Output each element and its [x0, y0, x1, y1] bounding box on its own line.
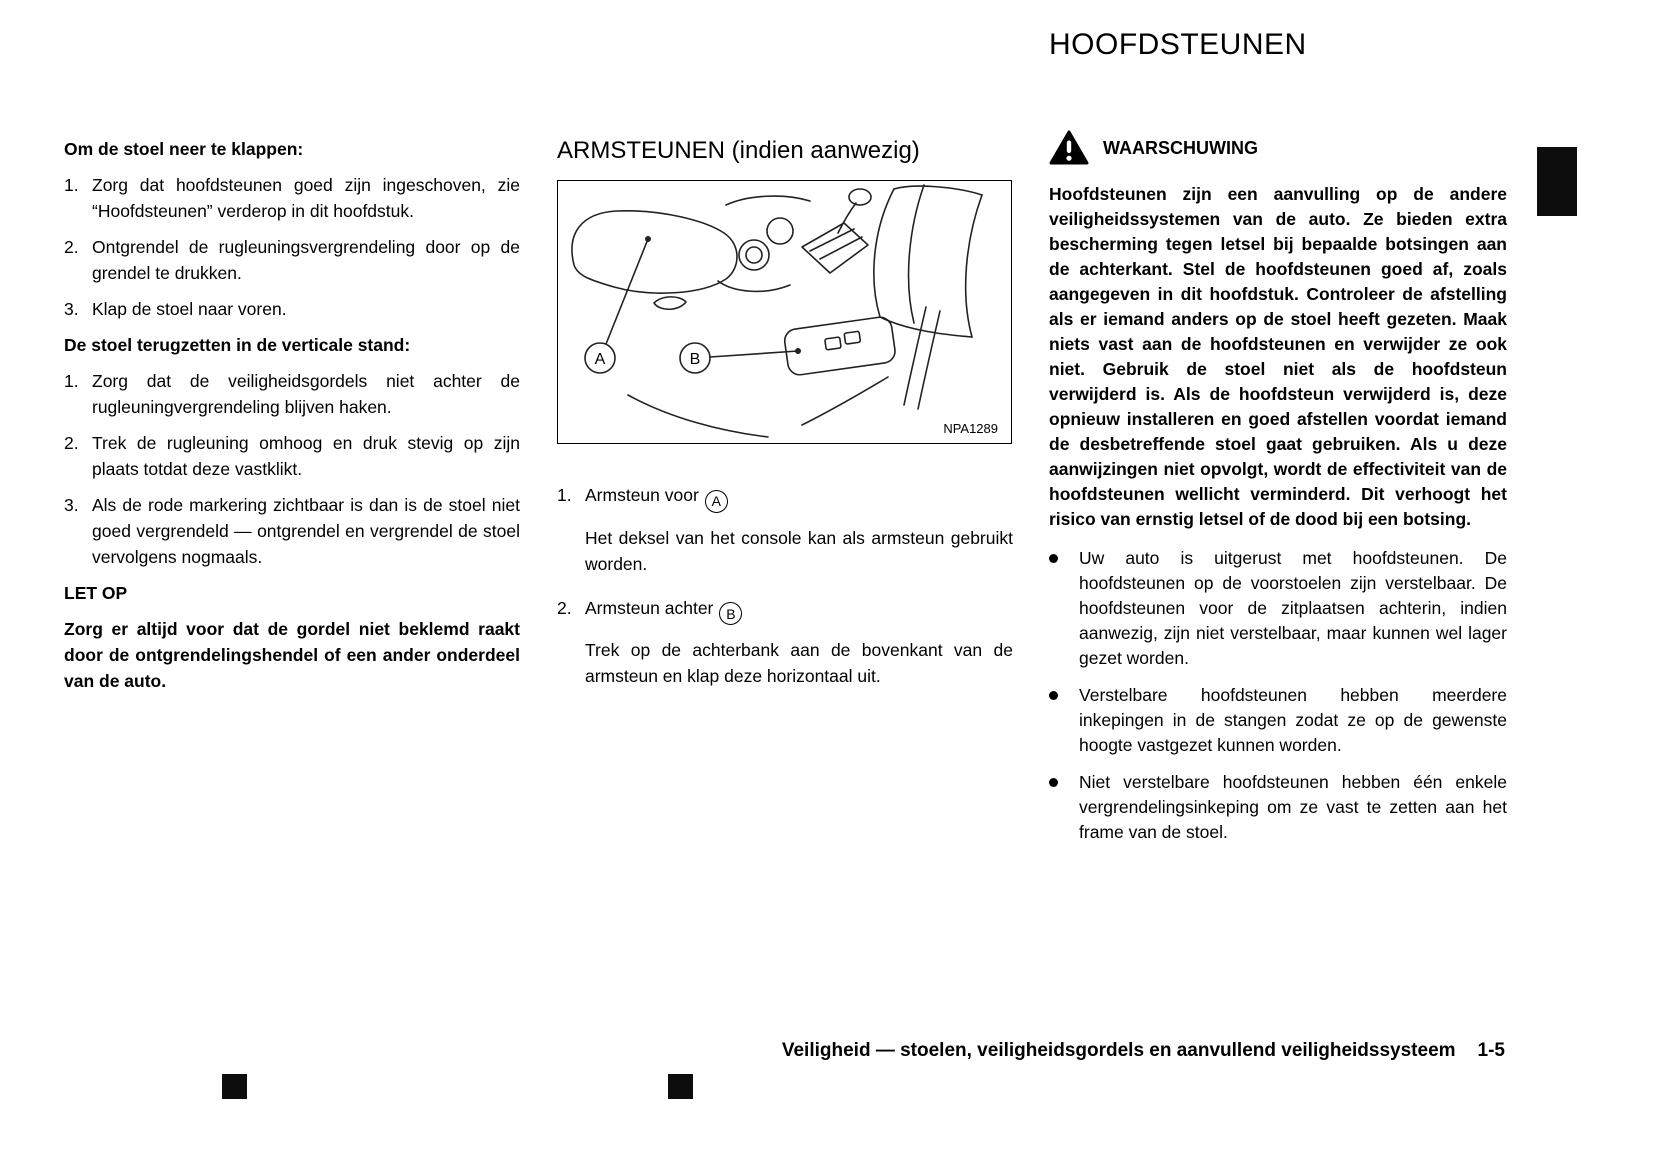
page-title: HOOFDSTEUNEN	[1049, 28, 1307, 61]
list-text: Trek de rugleuning omhoog en druk stevig op zijn plaats totdat deze vastklikt.	[92, 433, 520, 479]
list-number: 1.	[64, 175, 79, 195]
list-number: 2.	[64, 237, 79, 257]
caution-text: Zorg er altijd voor dat de gordel niet beklemd raakt door de ontgrendelingshendel of een ander onderdeel van de auto.	[64, 619, 520, 691]
footer-chapter-title: Veiligheid — stoelen, veiligheidsgordels en aanvullend veiligheidssysteem	[781, 1040, 1456, 1061]
list-text	[585, 595, 1013, 626]
list-text: Zorg dat hoofdsteunen goed zijn ingeschoven, zie “Hoofdsteunen” verderop in dit hoofdstuk.	[92, 175, 520, 221]
list-item	[557, 482, 1013, 513]
callout-marker-b: B	[719, 602, 742, 625]
list-number: 1.	[64, 371, 79, 391]
list-item	[64, 172, 520, 224]
section-heading-fold-seat: Om de stoel neer te klappen:	[64, 139, 304, 159]
list-text	[585, 482, 1013, 513]
figure-label-b: B	[689, 351, 701, 368]
list-item	[64, 368, 520, 420]
armrest-rear-text: Trek op de achterbank aan de bovenkant van de armsteun en klap deze horizontaal uit.	[585, 640, 1013, 686]
list-number: 1.	[557, 485, 572, 505]
warning-heading: WAARSCHUWING	[1103, 138, 1258, 158]
bullet-text: Verstelbare hoofdsteunen hebben meerdere inkepingen in de stangen zodat ze op de gewenste hoogte vastgezet kunnen worden.	[1079, 685, 1507, 755]
list-text: Ontgrendel de rugleuningsvergrendeling door op de grendel te drukken.	[92, 237, 520, 283]
bullet-text: Uw auto is uitgerust met hoofdsteunen. De hoofdsteunen op de voorstoelen zijn verstelbaar. De hoofdsteunen voor de zitplaatsen achterin, indien aanwezig, zijn niet verstelbaar, maar kunnen wel lager gezet worden.	[1079, 548, 1507, 668]
list-number: 3.	[64, 495, 79, 515]
section-heading-return-seat: De stoel terugzetten in de verticale stand:	[64, 335, 411, 355]
bullet-text: Niet verstelbare hoofdsteunen hebben één enkele vergrendelingsinkeping om ze vast te zetten aan het frame van de stoel.	[1079, 772, 1507, 842]
list-item	[64, 296, 520, 322]
figure-label-a: A	[594, 351, 606, 368]
list-item	[64, 234, 520, 286]
bullet-icon	[1049, 554, 1058, 563]
right-column	[1049, 130, 1507, 857]
bullet-icon	[1049, 778, 1058, 787]
armrest-front-text: Het deksel van het console kan als armsteun gebruikt worden.	[585, 527, 1013, 574]
footer-page-number: 1-5	[1477, 1040, 1505, 1061]
list-text: Klap de stoel naar voren.	[92, 299, 287, 319]
registration-mark	[222, 1074, 247, 1099]
left-column	[64, 136, 520, 694]
armrest-illustration	[558, 181, 1011, 443]
armrest-rear-label: Armsteun achter	[585, 597, 714, 618]
warning-icon	[1049, 130, 1089, 166]
list-text: Als de rode markering zichtbaar is dan is de stoel niet goed vergrendeld — ontgrendel en vergrendel de stoel vervolgens nogmaals.	[92, 495, 520, 567]
armrest-front-label: Armsteun voor	[585, 485, 699, 505]
list-item	[64, 430, 520, 482]
warning-header	[1049, 130, 1507, 166]
armrest-figure	[557, 180, 1012, 444]
list-item	[557, 595, 1013, 626]
list-text: Zorg dat de veiligheidsgordels niet achter de rugleuningvergrendeling blijven haken.	[92, 371, 520, 417]
list-number: 3.	[64, 299, 79, 319]
list-item	[64, 492, 520, 570]
armrest-section-heading: ARMSTEUNEN (indien aanwezig)	[557, 137, 920, 164]
list-number: 2.	[557, 597, 572, 618]
warning-text: Hoofdsteunen zijn een aanvulling op de andere veiligheidssystemen van de auto. Ze bieden extra bescherming tegen letsel bij bepaalde botsingen aan de achterkant. Stel de hoofdsteunen goed af, zoals aangegeven in dit hoofdstuk. Controleer de afstelling als er iemand anders op de stoel heeft gezeten. Maak niets vast aan de hoofdsteunen en verwijder ze ook niet. Gebruik de stoel niet als de hoofdsteun verwijderd is. Als de hoofdsteun verwijderd is, deze opnieuw installeren en goed afstellen voordat iemand de desbetreffende stoel gaat gebruiken. Als u deze aanwijzingen niet opvolgt, wordt de effectiviteit van de hoofdsteunen wellicht verminderd. Dit verhoogt het risico van ernstig letsel of de dood bij een botsing.	[1049, 184, 1507, 529]
callout-marker-a: A	[705, 490, 728, 513]
page-footer	[782, 1040, 1505, 1062]
figure-code: NPA1289	[943, 421, 998, 436]
registration-mark	[668, 1074, 693, 1099]
section-tab-marker	[1537, 147, 1577, 216]
list-number: 2.	[64, 433, 79, 453]
middle-column	[557, 136, 1013, 707]
bullet-item	[1049, 770, 1507, 845]
bullet-item	[1049, 683, 1507, 758]
bullet-item	[1049, 546, 1507, 671]
caution-heading: LET OP	[64, 583, 128, 603]
bullet-icon	[1049, 691, 1058, 700]
